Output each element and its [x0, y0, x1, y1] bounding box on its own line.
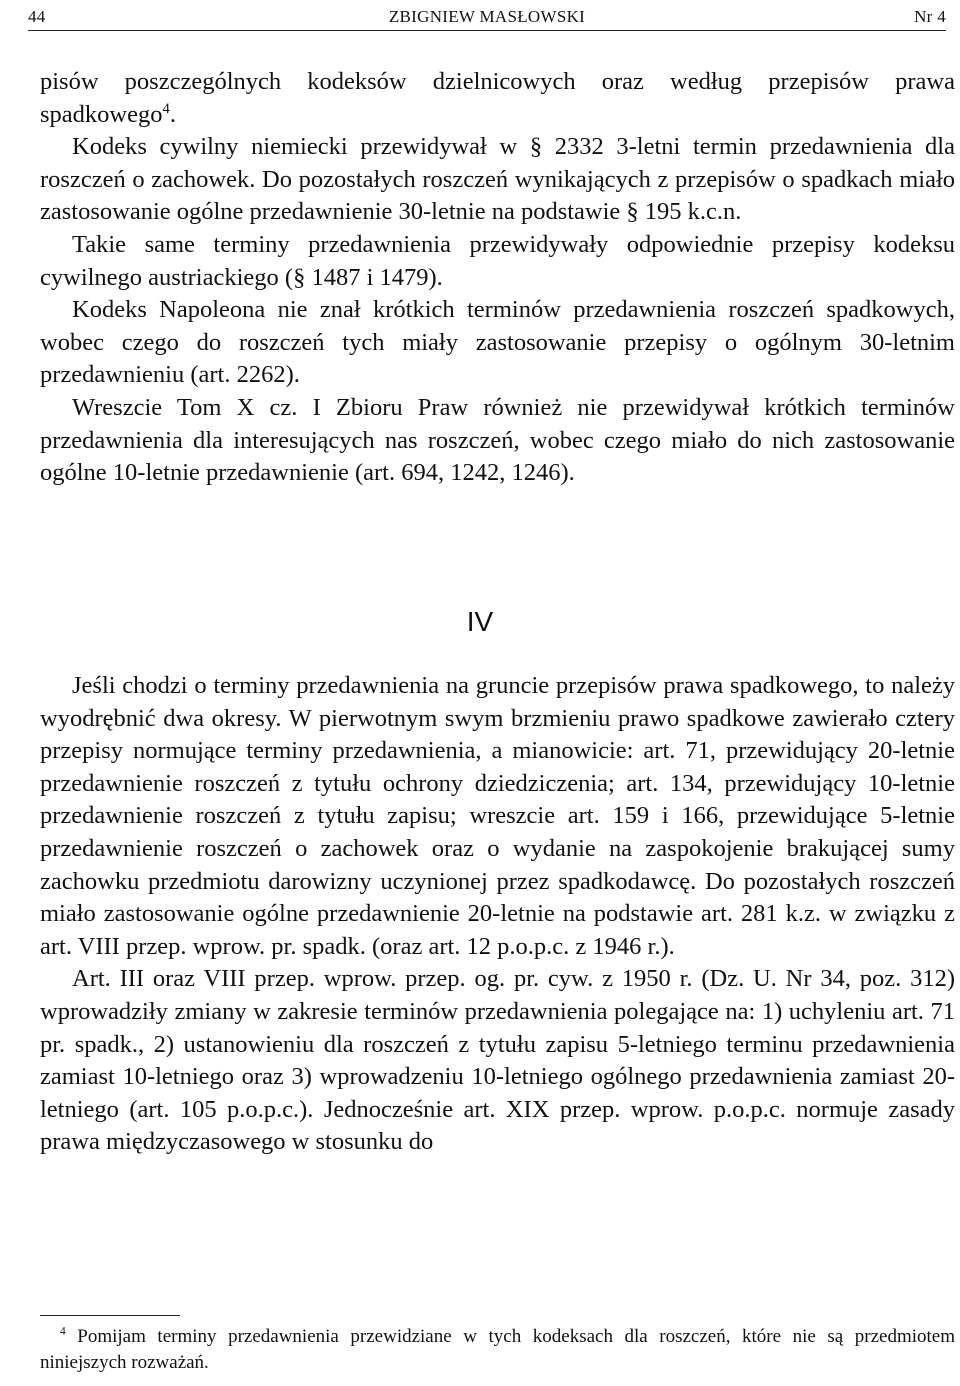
footnote-text: Pomijam terminy przedawnienia przewidziane w tych kodeksach dla roszczeń, które nie są przedmiotem niniejszych rozważań.	[40, 1326, 956, 1373]
paragraph: Kodeks Napoleona nie znał krótkich terminów przedawnienia roszczeń spadkowych, wobec czego do roszczeń tych miały zastosowanie przepisy o ogólnym 30-letnim przedawnieniu (art. 2262).	[40, 296, 955, 389]
footnote-marker: 4	[60, 1325, 66, 1338]
paragraph-text: pisów poszczególnych kodeksów dzielnicowych oraz według przepisów prawa spadkowego	[40, 68, 955, 128]
running-header	[28, 4, 946, 30]
footnote-rule	[40, 1315, 180, 1316]
paragraph: Kodeks cywilny niemiecki przewidywał w § 2332 3-letni termin przedawnienia dla roszczeń o zachowek. Do pozostałych roszczeń wynikających z przepisów o spadkach miało zastosowanie ogólne przedawnienie 30-letnie na podstawie § 195 k.c.n.	[40, 133, 955, 226]
section-heading: IV	[466, 606, 494, 637]
footnote	[40, 1324, 955, 1376]
paragraph-text: .	[169, 100, 176, 128]
footnote-paragraph	[40, 1324, 955, 1376]
issue-number: Nr 4	[914, 7, 946, 26]
paragraph: Art. III oraz VIII przep. wprow. przep. og. pr. cyw. z 1950 r. (Dz. U. Nr 34, poz. 312) wprowadziły zmiany w zakresie terminów przedawnienia polegające na: 1) uchyleniu art. 71 pr. spadk., 2) ustanowieniu dla roszczeń z tytułu zapisu 5-letniego terminu przedawnienia zamiast 10-letniego oraz 3) wprowadzeniu 10-letniego ogólnego przedawnienia zamiast 20-letniego (art. 105 p.o.p.c.). Jednocześnie art. XIX przep. wprow. p.o.p.c. normuje zasady prawa międzyczasowego w stosunku do	[40, 965, 955, 1156]
paragraph-continued	[40, 66, 955, 131]
section-text-1	[40, 66, 955, 490]
section-text-2	[40, 670, 955, 1159]
paragraph: Takie same terminy przedawnienia przewidywały odpowiednie przepisy kodeksu cywilnego austriackiego (§ 1487 i 1479).	[40, 230, 955, 291]
paragraph: Jeśli chodzi o terminy przedawnienia na gruncie przepisów prawa spadkowego, to należy wyodrębnić dwa okresy. W pierwotnym swym brzmieniu prawo spadkowe zawierało cztery przepisy normujące terminy przedawnienia, a mianowicie: art. 71, przewidujący 20-letnie przedawnienie roszczeń z tytułu ochrony dziedziczenia; art. 134, przewidujący 10-letnie przedawnienie roszczeń z tytułu zapisu; wreszcie art. 159 i 166, przewidujące 5-letnie przedawnienie roszczeń o zachowek oraz o wydanie na zaspokojenie brakującej sumy zachowku przedmiotu darowizny uczynionej przez spadkodawcę. Do pozostałych roszczeń miało zastosowanie ogólne przedawnienie 20-letnie na podstawie art. 281 k.z. w związku z art. VIII przep. wprow. pr. spadk. (oraz art. 12 p.o.p.c. z 1946 r.).	[40, 672, 955, 960]
footnote-ref: 4	[162, 100, 170, 117]
page-number: 44	[28, 7, 46, 26]
paragraph: Wreszcie Tom X cz. I Zbioru Praw również nie przewidywał krótkich terminów przedawnienia dla interesujących nas roszczeń, wobec czego miało do nich zastosowanie ogólne 10-letnie przedawnienie (art. 694, 1242, 1246).	[40, 393, 955, 487]
running-author: ZBIGNIEW MASŁOWSKI	[388, 7, 586, 26]
header-rule	[28, 30, 946, 31]
